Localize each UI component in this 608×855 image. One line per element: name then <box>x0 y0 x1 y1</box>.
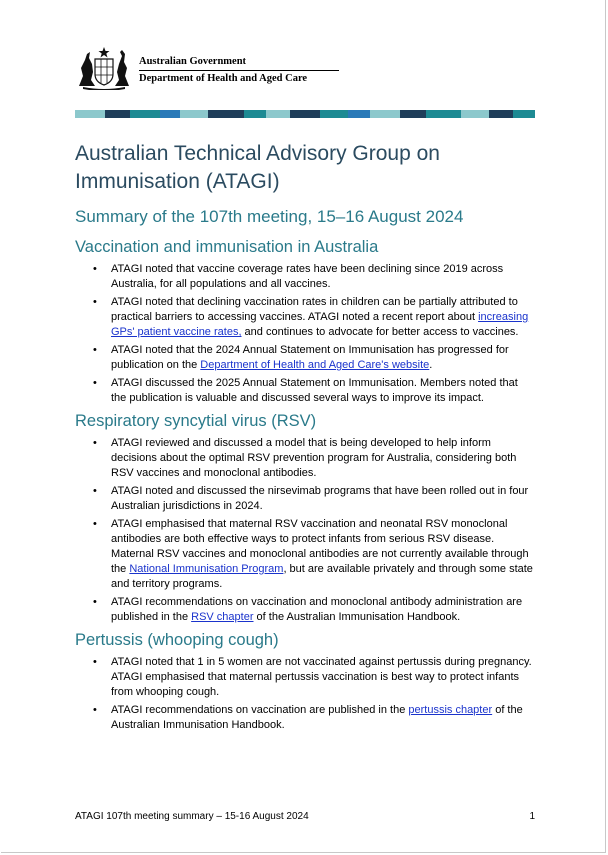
section-list-rsv <box>75 436 535 625</box>
list-item: • ATAGI noted that declining vaccination rates in children can be partially attributed to practical barriers to accessing vaccines. ATAGI noted a recent report about increasing GPs' patient vaccine rates, and continues to advocate for better access to vaccines. <box>93 296 529 338</box>
page-footer <box>75 810 535 824</box>
section-heading-pertussis: Pertussis (whooping cough) <box>75 631 279 649</box>
page-number: 1 <box>529 811 535 822</box>
bullet-icon: • <box>93 296 97 308</box>
section-list-vaccination <box>75 262 535 406</box>
list-item: • ATAGI noted that 1 in 5 women are not vaccinated against pertussis during pregnancy. ATAGI emphasised that maternal pertussis vaccination is best way to protect infants from whooping cough. <box>93 656 532 698</box>
list-item: • ATAGI recommendations on vaccination and monoclonal antibody administration are published in the RSV chapter of the Australian Immunisation Handbook. <box>93 596 523 623</box>
rsv-chapter-link[interactable]: RSV chapter <box>191 611 254 623</box>
bullet-icon: • <box>93 596 97 608</box>
department-name: Department of Health and Aged Care <box>139 73 308 84</box>
bullet-icon: • <box>93 485 97 497</box>
list-item: • ATAGI noted and discussed the nirsevimab programs that have been rolled out in four Australian jurisdictions in 2024. <box>93 485 529 512</box>
government-header <box>75 46 535 96</box>
list-item: • ATAGI discussed the 2025 Annual Statement on Immunisation. Members noted that the publication is valuable and discussed several ways to improve its impact. <box>93 377 518 404</box>
document-title: Australian Technical Advisory Group on Immunisation (ATAGI) <box>75 142 440 193</box>
government-name: Australian Government <box>139 56 247 67</box>
document-subtitle: Summary of the 107th meeting, 15–16 August 2024 <box>75 207 464 226</box>
list-item: • ATAGI noted that the 2024 Annual Statement on Immunisation has progressed for publication on the Department of Health and Aged Care's website. <box>93 344 509 371</box>
wordmark-divider <box>139 70 339 71</box>
government-wordmark <box>139 56 339 85</box>
document-page <box>1 0 606 853</box>
bullet-icon: • <box>93 437 97 449</box>
national-immunisation-program-link[interactable]: National Immunisation Program <box>129 563 284 575</box>
bullet-icon: • <box>93 377 97 389</box>
bullet-icon: • <box>93 704 97 716</box>
header-color-bar <box>75 110 535 118</box>
document-body <box>75 236 535 737</box>
pertussis-chapter-link[interactable]: pertussis chapter <box>408 704 493 716</box>
list-item: • ATAGI noted that vaccine coverage rates have been declining since 2019 across Australia, for all populations and all vaccines. <box>93 263 504 290</box>
bullet-icon: • <box>93 518 97 530</box>
coat-of-arms-icon <box>75 46 133 90</box>
section-list-pertussis <box>75 655 535 733</box>
section-heading-rsv: Respiratory syncytial virus (RSV) <box>75 412 317 430</box>
bullet-icon: • <box>93 263 97 275</box>
bullet-icon: • <box>93 656 97 668</box>
list-item: • ATAGI recommendations on vaccination are published in the pertussis chapter of the Australian Immunisation Handbook. <box>93 704 523 731</box>
department-website-link[interactable]: Department of Health and Aged Care's website <box>200 359 430 371</box>
footer-text: ATAGI 107th meeting summary – 15-16 August 2024 <box>75 811 309 822</box>
bullet-icon: • <box>93 344 97 356</box>
gp-vaccine-rates-link[interactable]: increasing GPs' patient vaccine rates, <box>111 311 529 338</box>
list-item: • ATAGI emphasised that maternal RSV vaccination and neonatal RSV monoclonal antibodies are both effective ways to protect infants from serious RSV disease. Maternal RSV vaccines and monoclonal antibodies are not currently available through the National Immunisation Program, but are available privately and through some state and territory programs. <box>93 518 533 590</box>
list-item: • ATAGI reviewed and discussed a model that is being developed to help inform decisions about the optimal RSV prevention program for Australia, considering both RSV vaccines and monoclonal antibodies. <box>93 437 517 479</box>
section-heading-vaccination: Vaccination and immunisation in Australia <box>75 238 379 256</box>
